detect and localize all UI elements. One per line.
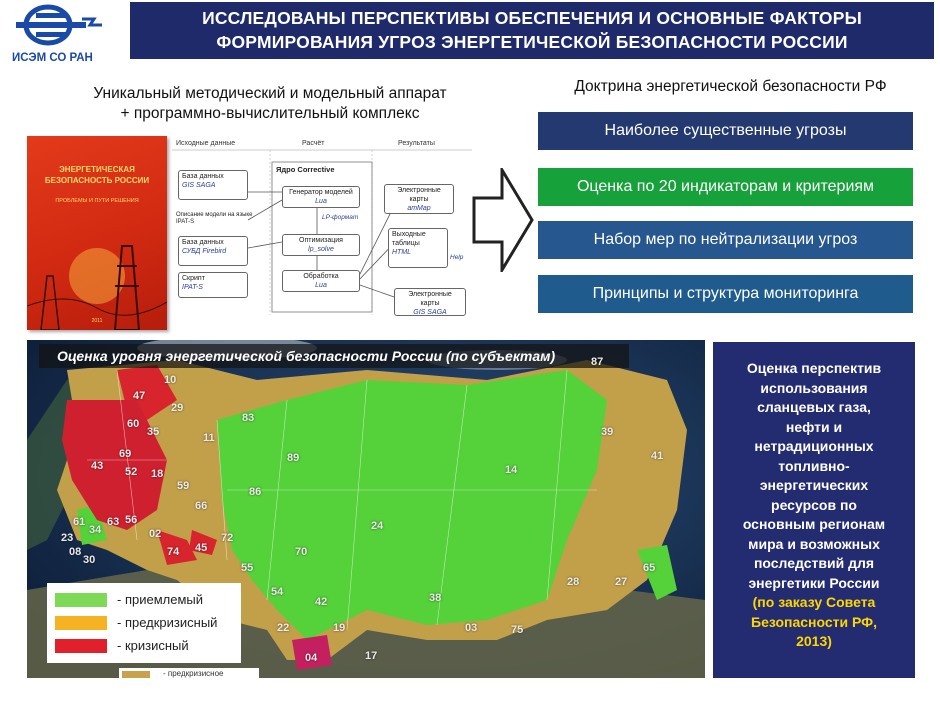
method-title-line-2: + программно-вычислительный комплекс [120, 105, 420, 122]
logo [8, 3, 126, 65]
panel-highlight-line: 2013) [796, 633, 832, 649]
panel-highlight-line: Безопасности РФ, [751, 613, 877, 630]
model-description: Описание модели на языке IPAT-S [176, 212, 253, 225]
col-calc-label: Расчёт [302, 140, 325, 147]
region-label: 14 [505, 464, 518, 476]
db-firebird [178, 236, 248, 266]
logo-emblem [8, 3, 126, 65]
power-tower-image [27, 236, 167, 330]
panel-line: основным регионам [742, 516, 886, 532]
region-label: 24 [371, 520, 384, 532]
legend-item-crisis [55, 637, 241, 655]
panel-line: энергетических [759, 477, 869, 493]
emaps1-sub: amMap [407, 205, 431, 212]
region-label: 74 [167, 546, 180, 558]
region-label: 63 [107, 516, 120, 528]
tables-side-label: Help [450, 254, 464, 261]
panel-highlight-line: (по заказу Совета [752, 594, 876, 610]
col-input-label: Исходные данные [176, 140, 236, 147]
region-label: 60 [127, 418, 140, 430]
region-label: 61 [73, 516, 86, 528]
legend-label: - приемлемый [117, 592, 203, 607]
region-label: 54 [271, 586, 284, 598]
software-scheme [172, 140, 472, 320]
panel-line: ресурсов по [771, 496, 857, 513]
arrow-right-icon [472, 168, 534, 272]
opt-title: Оптимизация [299, 237, 343, 244]
doctrine-item-threats: Наиболее существенные угрозы [538, 112, 913, 150]
region-label: 59 [177, 480, 190, 492]
doctrine-item-measures: Набор мер по нейтрализации угроз [538, 221, 913, 259]
panel-line: энергетики России [748, 574, 880, 591]
emaps1-title: Электронные карты [397, 187, 441, 203]
legend-item-acceptable [55, 591, 241, 609]
region-label: 03 [465, 622, 478, 634]
region-label: 30 [83, 554, 96, 566]
region-label: 34 [89, 524, 102, 536]
region-label: 11 [203, 432, 215, 444]
legend-label: - кризисный [117, 638, 189, 653]
core-title: Ядро Corrective [276, 165, 335, 174]
db1-sub: GIS SAGA [182, 182, 216, 189]
tables-title: Выходные таблицы [392, 231, 426, 247]
doctrine-item-monitoring: Принципы и структура мониторинга [538, 275, 913, 313]
legend-label: - предкризисное [163, 669, 224, 678]
emaps2-sub: GIS SAGA [413, 309, 447, 316]
legend-swatch [55, 639, 107, 653]
map-legend [47, 583, 241, 663]
region-label: 18 [151, 468, 164, 480]
map-title: Оценка уровня энергетической безопасности России (по субъектам) [39, 344, 629, 368]
output-tables [388, 228, 448, 268]
optimization-box [282, 234, 360, 256]
panel-line: Оценка перспектив [746, 360, 882, 376]
region-label: 39 [601, 426, 614, 438]
panel-line: использования [760, 379, 868, 396]
shale-resources-panel [713, 342, 915, 678]
region-label: 75 [511, 624, 524, 636]
legend-item-precrisis [55, 614, 241, 632]
region-label: 10 [164, 374, 177, 386]
legend-swatch [122, 671, 150, 678]
db-gis-saga [178, 170, 248, 200]
gen-title: Генератор моделей [289, 189, 353, 196]
region-label: 22 [277, 622, 290, 634]
region-label: 69 [119, 448, 132, 460]
region-label: 19 [333, 622, 346, 634]
region-label: 56 [125, 514, 138, 526]
region-label: 42 [315, 596, 328, 608]
region-label: 86 [249, 486, 262, 498]
processing-box [282, 270, 360, 292]
legend-swatch [55, 593, 107, 607]
region-label: 45 [195, 542, 208, 554]
gen-sub: Lua [315, 198, 327, 205]
region-label: 43 [91, 460, 104, 472]
region-label: 55 [241, 562, 254, 574]
model-generator [282, 186, 360, 208]
region-label: 70 [295, 546, 308, 558]
emaps-ammap [384, 184, 454, 214]
script-box [178, 272, 248, 298]
region-label: 17 [365, 650, 378, 662]
panel-line: нефти и [785, 418, 843, 435]
region-label: 52 [125, 466, 138, 478]
panel-line: сланцевых газа, [757, 399, 871, 415]
method-title-line-1: Уникальный методический и модельный аппарат [93, 85, 447, 102]
panel-line: последствий для [753, 555, 875, 571]
logo-text: ИСЭМ СО РАН [12, 52, 93, 64]
proc-title: Обработка [303, 273, 339, 280]
db2-title: База данных [182, 239, 224, 246]
script-sub: IPAT-S [182, 284, 203, 291]
panel-line: топливно- [778, 457, 850, 474]
region-label: 38 [429, 592, 442, 604]
book-year: 2011 [91, 318, 103, 324]
region-label: 02 [149, 528, 162, 540]
tables-sub: HTML [392, 249, 412, 256]
emaps2-title: Электронные карты [408, 291, 452, 307]
legend-label: - предкризисный [117, 615, 218, 630]
region-label: 89 [287, 452, 300, 464]
method-title [40, 84, 500, 124]
region-label: 83 [242, 412, 255, 424]
region-label: 72 [221, 532, 234, 544]
region-label: 35 [147, 426, 160, 438]
region-label: 41 [651, 450, 664, 462]
region-label: 47 [133, 390, 146, 402]
title-line-1: ИССЛЕДОВАНЫ ПЕРСПЕКТИВЫ ОБЕСПЕЧЕНИЯ И ОСНОВНЫЕ ФАКТОРЫ [202, 8, 862, 28]
book-cover [27, 136, 167, 330]
db2-sub: СУБД Firebird [182, 248, 227, 255]
region-label: 65 [643, 562, 656, 574]
db1-title: База данных [182, 173, 224, 180]
region-label: 08 [69, 546, 82, 558]
title-line-2: ФОРМИРОВАНИЯ УГРОЗ ЭНЕРГЕТИЧЕСКОЙ БЕЗОПАСНОСТИ РОССИИ [216, 32, 848, 52]
book-subtitle: ПРОБЛЕМЫ И ПУТИ РЕШЕНИЯ [55, 198, 139, 204]
lp-format-label: LP-формат [322, 214, 359, 221]
region-label: 27 [615, 576, 628, 588]
region-label: 87 [591, 356, 604, 368]
panel-line: мира и возможных [748, 535, 880, 552]
book-title: ЭНЕРГЕТИЧЕСКАЯ БЕЗОПАСНОСТЬ РОССИИ [44, 165, 150, 185]
doctrine-title: Доктрина энергетической безопасности РФ [574, 78, 887, 95]
proc-sub: Lua [315, 282, 327, 289]
russia-energy-security-map [27, 340, 705, 678]
legend-extra [119, 668, 259, 678]
page-title [130, 2, 934, 59]
col-results-label: Результаты [398, 140, 435, 147]
region-label: 29 [171, 402, 184, 414]
legend-swatch [55, 616, 107, 630]
region-label: 04 [305, 652, 318, 664]
script-title: Скрипт [182, 275, 205, 282]
panel-line: нетрадиционных [754, 438, 874, 454]
region-label: 23 [61, 532, 74, 544]
opt-sub: lp_solve [308, 246, 334, 253]
emaps-gis-saga [394, 288, 466, 316]
doctrine-item-indicators: Оценка по 20 индикаторам и критериям [538, 168, 913, 206]
region-label: 66 [195, 500, 208, 512]
region-label: 28 [567, 576, 580, 588]
